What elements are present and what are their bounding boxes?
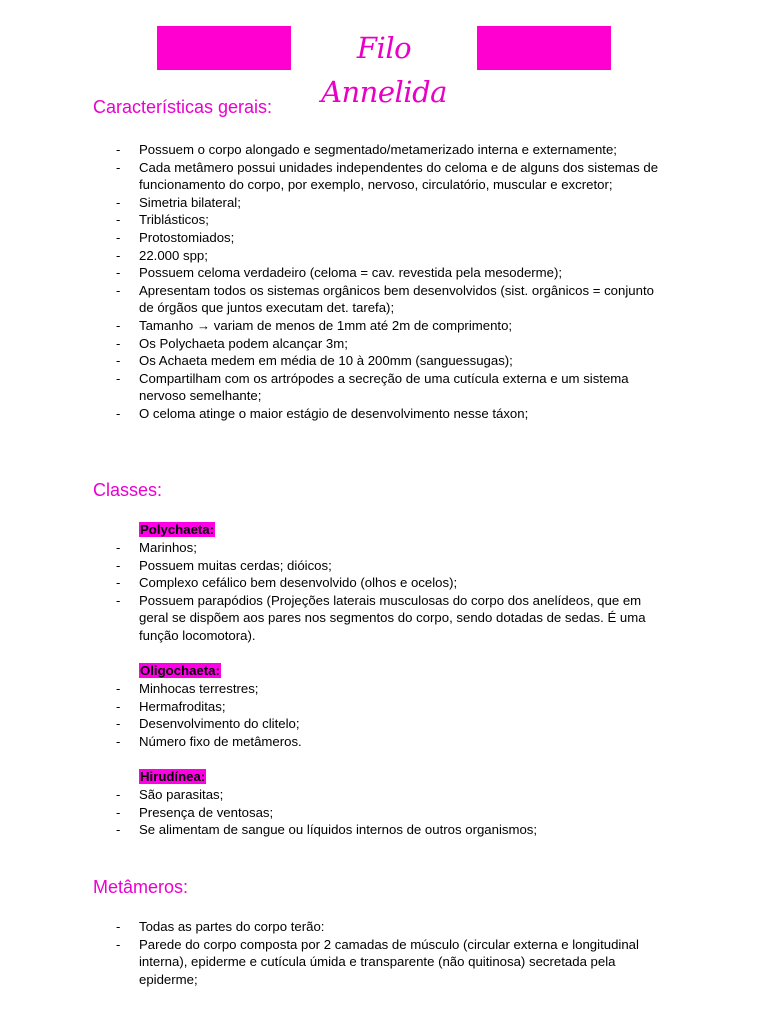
list-item: - Possuem muitas cerdas; dióicos; <box>0 557 672 575</box>
list-item: - Possuem celoma verdadeiro (celoma = cav. revestida pela mesoderme); <box>0 264 672 282</box>
subhead-polychaeta-label: Polychaeta: <box>140 522 215 537</box>
list-item: - Os Polychaeta podem alcançar 3m; <box>0 335 672 353</box>
list-item: - Os Achaeta medem em média de 10 à 200mm (sanguessugas); <box>0 352 672 370</box>
list-item: - Tamanho → variam de menos de 1mm até 2m de comprimento; <box>0 317 672 335</box>
list-item: - 22.000 spp; <box>0 247 672 265</box>
list-metameros <box>0 918 672 988</box>
list-polychaeta <box>0 539 672 645</box>
list-item: - Possuem o corpo alongado e segmentado/metamerizado interna e externamente; <box>0 141 672 159</box>
title-bar-right <box>477 26 611 70</box>
title-banner <box>157 26 611 109</box>
list-item: - Desenvolvimento do clitelo; <box>0 715 672 733</box>
list-item: - O celoma atinge o maior estágio de desenvolvimento nesse táxon; <box>0 405 672 423</box>
list-item: - Compartilham com os artrópodes a secreção de uma cutícula externa e um sistema nervoso semelhante; <box>0 370 672 405</box>
list-oligochaeta <box>0 680 672 750</box>
subhead-hirudinea-label: Hirudínea: <box>140 769 206 784</box>
list-item: - Triblásticos; <box>0 211 672 229</box>
subhead-hirudinea <box>139 768 206 785</box>
list-item: - Complexo cefálico bem desenvolvido (olhos e ocelos); <box>0 574 672 592</box>
subhead-oligochaeta-label: Oligochaeta: <box>140 663 220 678</box>
list-item: - Minhocas terrestres; <box>0 680 672 698</box>
heading-caracteristicas: Características gerais: <box>93 97 273 117</box>
list-item: - Hermafroditas; <box>0 698 672 716</box>
list-hirudinea <box>0 786 672 839</box>
subhead-oligochaeta <box>139 662 221 679</box>
list-item: - Possuem parapódios (Projeções laterais musculosas do corpo dos anelídeos, que em geral se dispõem aos pares nos segmentos do corpo, sendo dotadas de sedas. É uma função locomotora). <box>0 592 672 645</box>
heading-metameros: Metâmeros: <box>93 877 189 897</box>
list-item: - Apresentam todos os sistemas orgânicos bem desenvolvidos (sist. orgânicos = conjunto de órgãos que juntos executam det. tarefa); <box>0 282 672 317</box>
list-item: - Cada metâmero possui unidades independentes do celoma e de alguns dos sistemas de funcionamento do corpo, por exemplo, nervoso, circulatório, muscular e excretor; <box>0 159 672 194</box>
list-item: - Parede do corpo composta por 2 camadas de músculo (circular externa e longitudinal interna), epiderme e cutícula úmida e transparente (não quitinosa) secretada pela epiderme; <box>0 936 672 989</box>
list-item: - São parasitas; <box>0 786 672 804</box>
list-item: - Marinhos; <box>0 539 672 557</box>
subhead-polychaeta <box>139 521 215 538</box>
list-item: - Protostomiados; <box>0 229 672 247</box>
page-title: Filo Annelida <box>321 31 447 109</box>
list-caracteristicas <box>0 141 672 423</box>
list-item: - Todas as partes do corpo terão: <box>0 918 672 936</box>
list-item: - Se alimentam de sangue ou líquidos internos de outros organismos; <box>0 821 672 839</box>
list-item: - Número fixo de metâmeros. <box>0 733 672 751</box>
list-item: - Simetria bilateral; <box>0 194 672 212</box>
title-bar-left <box>157 26 291 70</box>
list-item: - Presença de ventosas; <box>0 804 672 822</box>
heading-classes: Classes: <box>93 480 163 500</box>
